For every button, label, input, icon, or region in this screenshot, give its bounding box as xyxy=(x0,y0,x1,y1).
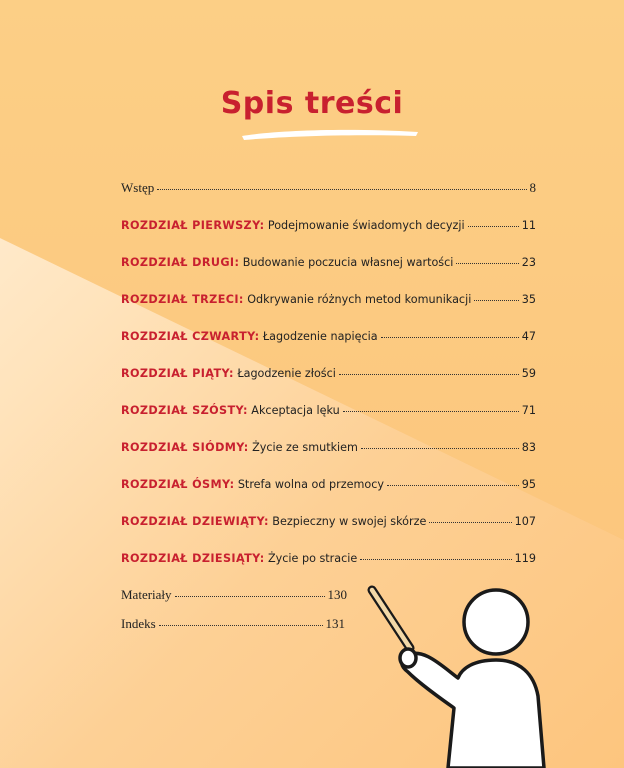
toc-leader-dots xyxy=(339,374,519,375)
toc-entry-chapter-10[interactable] xyxy=(121,551,536,565)
toc-page-number: 47 xyxy=(521,330,536,343)
toc-leader-dots xyxy=(387,485,519,486)
toc-chapter-label: ROZDZIAŁ CZWARTY: xyxy=(121,330,260,343)
toc-chapter-label: ROZDZIAŁ SZÓSTY: xyxy=(121,404,248,417)
toc-entry-name: Indeks xyxy=(121,616,156,631)
toc-page-number: 71 xyxy=(521,404,536,417)
toc-entry-intro[interactable] xyxy=(121,180,536,196)
toc-entry-chapter-5[interactable] xyxy=(121,366,536,380)
toc-leader-dots xyxy=(157,189,526,190)
toc-leader-dots xyxy=(381,337,519,338)
toc-entry-name: Podejmowanie świadomych decyzji xyxy=(267,219,465,232)
toc-entry-name: Łagodzenie złości xyxy=(237,367,336,380)
toc-page-number: 131 xyxy=(325,616,345,631)
toc-leader-dots xyxy=(175,596,325,597)
toc-entry-name: Materiały xyxy=(121,587,172,602)
toc-page-number: 35 xyxy=(521,293,536,306)
toc-leader-dots xyxy=(474,300,518,301)
toc-leader-dots xyxy=(456,263,518,264)
toc-chapter-label: ROZDZIAŁ ÓSMY: xyxy=(121,478,235,491)
toc-entry-chapter-3[interactable] xyxy=(121,292,536,306)
page-title: Spis treści xyxy=(220,86,404,121)
toc-page-number: 130 xyxy=(327,587,347,602)
toc-entry-name: Łagodzenie napięcia xyxy=(262,330,378,343)
toc-page-number: 59 xyxy=(521,367,536,380)
toc-entry-materials[interactable] xyxy=(121,587,347,603)
toc-chapter-label: ROZDZIAŁ DRUGI: xyxy=(121,256,240,269)
toc-entry-name: Akceptacja lęku xyxy=(251,404,340,417)
toc-chapter-label: ROZDZIAŁ PIĄTY: xyxy=(121,367,234,380)
toc-chapter-label: ROZDZIAŁ DZIESIĄTY: xyxy=(121,552,265,565)
toc-entry-chapter-7[interactable] xyxy=(121,440,536,454)
toc-entry-name: Budowanie poczucia własnej wartości xyxy=(242,256,454,269)
toc-entry-chapter-8[interactable] xyxy=(121,477,536,491)
toc-leader-dots xyxy=(468,226,519,227)
toc-entry-name: Odkrywanie różnych metod komunikacji xyxy=(247,293,472,306)
toc-page-number: 8 xyxy=(529,180,536,195)
toc-entry-chapter-2[interactable] xyxy=(121,255,536,269)
toc-entry-name: Życie ze smutkiem xyxy=(252,441,358,454)
toc-entry-chapter-1[interactable] xyxy=(121,218,536,232)
toc-entry-chapter-9[interactable] xyxy=(121,514,536,528)
toc-page-number: 119 xyxy=(514,552,536,565)
toc-page-number: 23 xyxy=(521,256,536,269)
toc-chapter-label: ROZDZIAŁ TRZECI: xyxy=(121,293,244,306)
toc-chapter-label: ROZDZIAŁ PIERWSZY: xyxy=(121,219,265,232)
toc-entry-index[interactable] xyxy=(121,616,345,632)
toc-entry-chapter-4[interactable] xyxy=(121,329,536,343)
toc-leader-dots xyxy=(343,411,519,412)
toc-entry-name: Bezpieczny w swojej skórze xyxy=(272,515,427,528)
toc-chapter-label: ROZDZIAŁ DZIEWIĄTY: xyxy=(121,515,269,528)
toc-entry-chapter-6[interactable] xyxy=(121,403,536,417)
toc-page-number: 107 xyxy=(514,515,536,528)
brush-underline-icon xyxy=(240,124,420,144)
toc-entry-name: Życie po stracie xyxy=(267,552,358,565)
toc-entry-name: Wstęp xyxy=(121,180,155,195)
toc-entry-name: Strefa wolna od przemocy xyxy=(237,478,384,491)
toc-page-number: 83 xyxy=(521,441,536,454)
toc-leader-dots xyxy=(429,522,511,523)
toc-chapter-label: ROZDZIAŁ SIÓDMY: xyxy=(121,441,249,454)
stick-figure-pointer-icon xyxy=(362,584,624,768)
toc-leader-dots xyxy=(360,559,511,560)
toc-page-number: 95 xyxy=(521,478,536,491)
toc-leader-dots xyxy=(159,625,323,626)
toc-leader-dots xyxy=(361,448,519,449)
toc-page-number: 11 xyxy=(521,219,536,232)
